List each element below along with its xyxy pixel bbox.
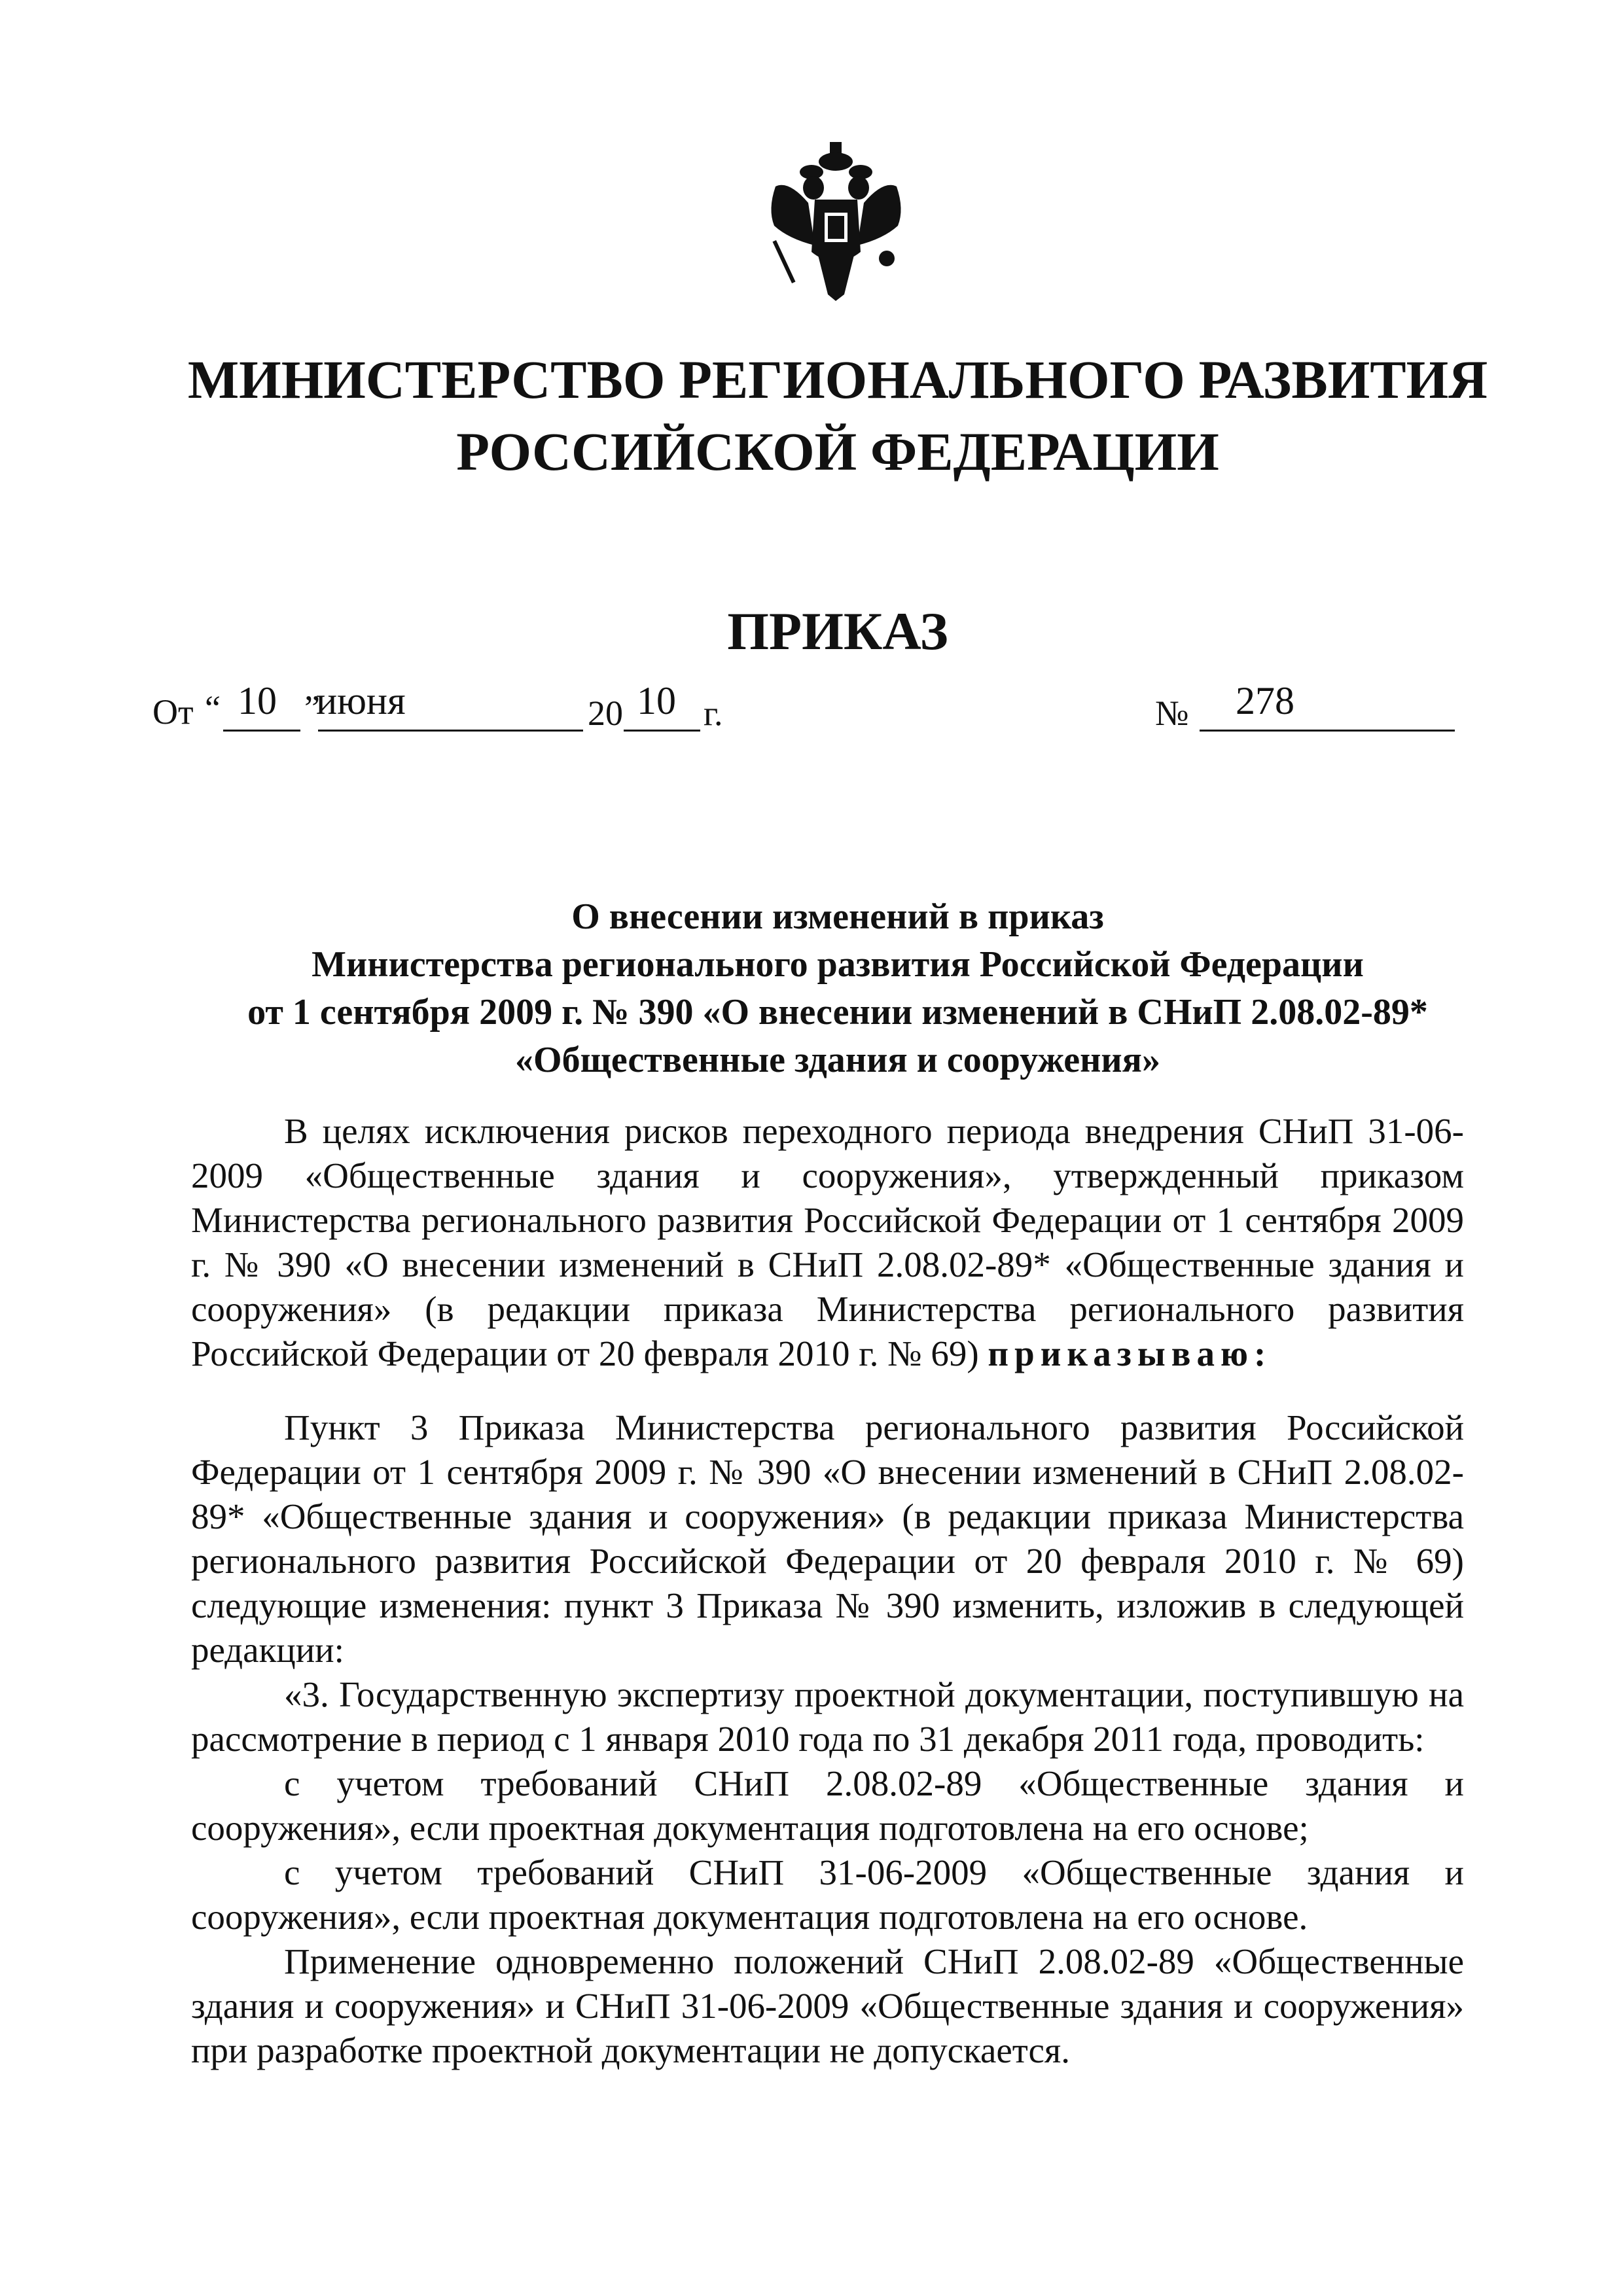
paragraph-point-3: «3. Государственную экспертизу проектной документации, поступившую на рассмотрение в период с 1 января 2010 года по 31 декабря 2011 года, проводить: <box>191 1674 1464 1759</box>
day-underline <box>223 730 300 732</box>
date-close-quote: ” <box>304 688 320 728</box>
document-type-title: ПРИКАЗ <box>727 601 948 661</box>
title-line-3: от 1 сентября 2009 г. № 390 «О внесении изменений в СНиП 2.08.02-89* <box>247 992 1428 1033</box>
date-month: июня <box>316 679 406 722</box>
title-line-4: «Общественные здания и сооружения» <box>515 1040 1160 1080</box>
order-body <box>191 1405 1464 2073</box>
date-from-label: От <box>152 692 194 732</box>
date-year: 10 <box>637 679 676 722</box>
order-verb: приказываю: <box>988 1333 1272 1373</box>
number-underline <box>1200 730 1455 732</box>
date-number-line <box>152 679 1461 737</box>
title-line-2: Министерства регионального развития Российской Федерации <box>312 944 1364 985</box>
order-number: 278 <box>1236 679 1294 722</box>
date-open-quote: “ <box>205 688 221 728</box>
ministry-line-1: МИНИСТЕРСТВО РЕГИОНАЛЬНОГО РАЗВИТИЯ <box>187 349 1488 410</box>
date-day: 10 <box>238 679 277 722</box>
paragraph-amendment: Пункт 3 Приказа Министерства регионального развития Российской Федерации от 1 сентября 2009 г. № 390 «О внесении изменений в СНиП 2.08.02-89* «Общественные здания и сооружения» (в редакции приказа Министерства регионального развития Российской Федерации от 20 февраля 2010 г. № 69) следующие изменения: пункт 3 Приказа № 390 изменить, изложив в следующей редакции: <box>191 1407 1464 1670</box>
coat-of-arms-emblem <box>762 141 910 304</box>
paragraph-option-1: с учетом требований СНиП 2.08.02-89 «Общественные здания и сооружения», если проектная документация подготовлена на его основе; <box>191 1763 1464 1848</box>
ministry-line-2: РОССИЙСКОЙ ФЕДЕРАЦИИ <box>456 421 1219 482</box>
paragraph-prohibition: Применение одновременно положений СНиП 2.08.02-89 «Общественные здания и сооружения» и СНиП 31-06-2009 «Общественные здания и сооружения» при разработке проектной документации не допускается. <box>191 1941 1464 2070</box>
order-subject-title <box>0 893 1623 1084</box>
preamble-paragraph <box>191 1109 1464 1376</box>
number-label: № <box>1155 694 1189 733</box>
month-underline <box>318 730 583 732</box>
paragraph-option-2: с учетом требований СНиП 31-06-2009 «Общественные здания и сооружения», если проектная документация подготовлена на его основе. <box>191 1852 1464 1937</box>
preamble-text: В целях исключения рисков переходного периода внедрения СНиП 31-06-2009 «Общественные здания и сооружения», утвержденный приказом Министерства регионального развития Российской Федерации от 1 сентября 2009 г. № 390 «О внесении изменений в СНиП 2.08.02-89* «Общественные здания и сооружения» (в редакции приказа Министерства регионального развития Российской Федерации от 20 февраля 2010 г. № 69) <box>191 1111 1464 1373</box>
year-underline <box>624 730 700 732</box>
title-line-1: О внесении изменений в приказ <box>571 896 1104 937</box>
ministry-name <box>0 344 1623 487</box>
date-year-suffix: г. <box>704 694 723 733</box>
date-century: 20 <box>588 694 623 733</box>
